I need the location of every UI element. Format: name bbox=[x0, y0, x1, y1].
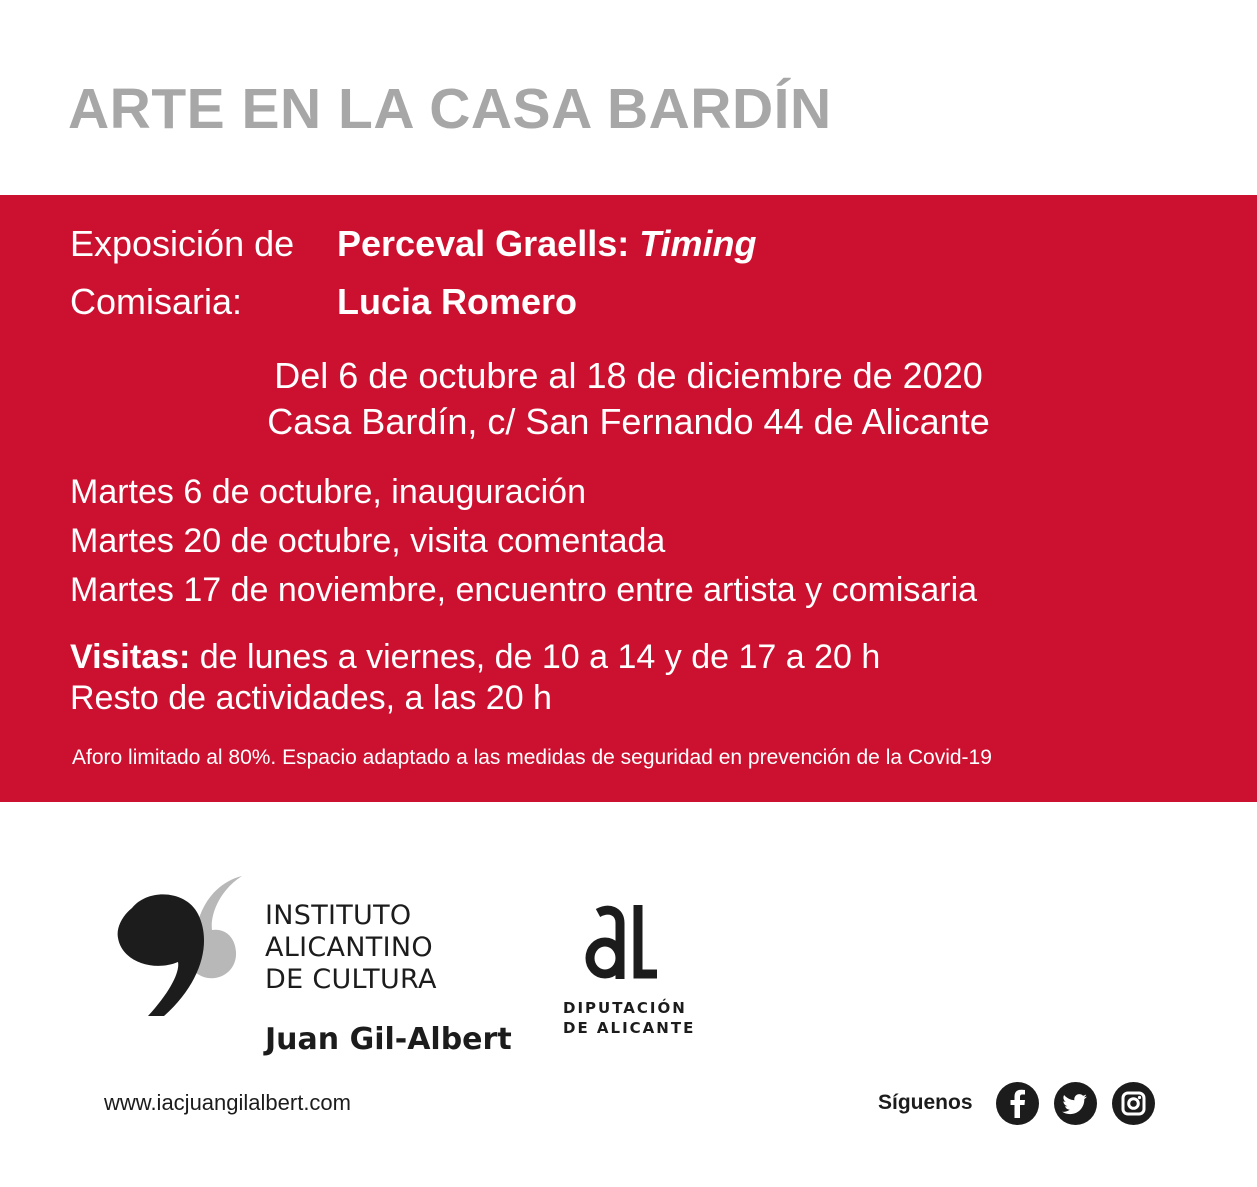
event-item: Martes 20 de octubre, visita comentada bbox=[70, 522, 666, 560]
website-link[interactable]: www.iacjuangilalbert.com bbox=[104, 1090, 351, 1115]
iac-logo bbox=[112, 876, 257, 1026]
event-item: Martes 17 de noviembre, encuentro entre artista y comisaria bbox=[70, 571, 978, 609]
iac-institute-name: Juan Gil-Albert bbox=[265, 1022, 512, 1057]
diputacion-line: DIPUTACIÓN bbox=[563, 999, 687, 1017]
date-range: Del 6 de octubre al 18 de diciembre de 2020 bbox=[274, 355, 983, 396]
event-item: Martes 6 de octubre, inauguración bbox=[70, 473, 586, 511]
exhibition-label: Exposición de bbox=[70, 223, 295, 264]
capacity-note: Aforo limitado al 80%. Espacio adaptado a las medidas de seguridad en prevención de la Covid-19 bbox=[72, 746, 992, 769]
other-activities: Resto de actividades, a las 20 h bbox=[70, 679, 552, 717]
diputacion-line: DE ALICANTE bbox=[563, 1019, 696, 1037]
exhibition-work: Timing bbox=[639, 223, 757, 264]
exhibition-title bbox=[337, 223, 757, 265]
follow-label: Síguenos bbox=[878, 1091, 973, 1114]
facebook-icon[interactable] bbox=[996, 1082, 1039, 1125]
exhibition-artist: Perceval Graells: bbox=[337, 223, 640, 264]
visits-label: Visitas: bbox=[70, 638, 191, 676]
iac-line: DE CULTURA bbox=[265, 964, 437, 995]
venue-address: Casa Bardín, c/ San Fernando 44 de Alicante bbox=[267, 401, 990, 442]
iac-line: INSTITUTO bbox=[265, 900, 412, 931]
curator-label: Comisaria: bbox=[70, 281, 243, 322]
event-info-band bbox=[0, 195, 1257, 802]
iac-institute-text bbox=[265, 900, 437, 996]
curator-name: Lucia Romero bbox=[337, 281, 578, 322]
instagram-icon[interactable] bbox=[1112, 1082, 1155, 1125]
twitter-icon[interactable] bbox=[1054, 1082, 1097, 1125]
page-title: ARTE EN LA CASA BARDÍN bbox=[68, 77, 832, 141]
visits-hours bbox=[70, 638, 880, 677]
visits-text: de lunes a viernes, de 10 a 14 y de 17 a 20 h bbox=[190, 638, 881, 676]
iac-line: ALICANTINO bbox=[265, 932, 433, 963]
diputacion-logo bbox=[583, 903, 663, 988]
diputacion-text bbox=[563, 998, 695, 1038]
